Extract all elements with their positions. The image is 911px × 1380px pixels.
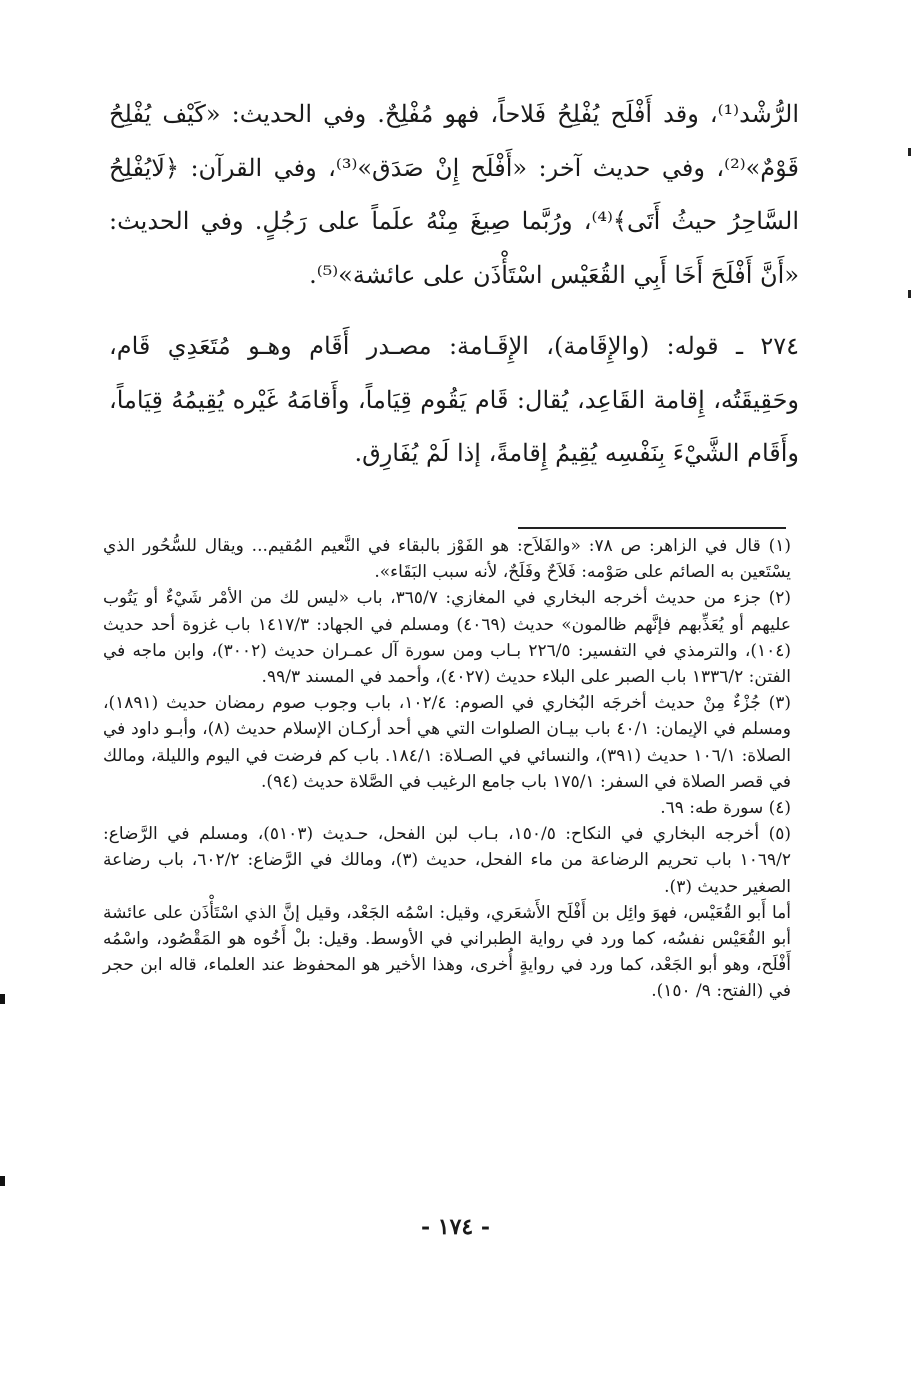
- main-paragraph: الرُّشْد⁽¹⁾، وقد أَفْلَح يُفْلِحُ فَلاحاً، فهو مُفْلِحٌ. وفي الحديث: «كَيْف يُفْلِحُ قَوْمٌ»⁽²⁾، وفي حديث آخر: «أَفْلَح إِنْ صَدَق»⁽³⁾، وفي القرآن: ﴿لَايُفْلِحُ السَّاحِرُ حيثُ أَتَى﴾⁽⁴⁾، ورُبَّما صِيغَ مِنْهُ علَماً على رَجُلٍ. وفي الحديث: «أَنَّ أَفْلَحَ أَخَا أَبِي القُعَيْس اسْتَأْذَن على عائشة»⁽⁵⁾.: [109, 100, 800, 289]
- page-number: - ١٧٤ -: [420, 1214, 491, 1240]
- scan-edge-mark: [0, 1176, 5, 1186]
- main-body-text: [109, 88, 799, 481]
- footnote-divider: [518, 527, 786, 529]
- main-paragraph: ٢٧٤ ـ قوله: (والإِقَامة)، الإِقَـامة: مصـدر أَقَام وهـو مُتَعَدِي قَام، وحَقِيقَتُه، إِقامة القَاعِد، يُقال: قَام يَقُوم قِيَاماً، وأَقامَهُ غَيْره يُقِيمُهُ قِيَاماً، وأَقَام الشَّيْءَ بِنَفْسِه يُقِيمُ إِقامةً، إذا لَمْ يُفَارِق.: [109, 332, 799, 467]
- footnote-4: (٤) سورة طه: ٦٩.: [660, 798, 791, 819]
- footnote-1: (١) قال في الزاهر: ص ٧٨: «والفَلاَح: هو الفَوْز بالبقاء في النَّعيم المُقيم... ويقال للسُّحُور الذي يسْتَعين به الصائم على صَوْمه: فَلاَحٌ وفَلَحٌ، لأنه سبب البَقَاء».: [103, 536, 791, 583]
- footnote-5: (٥) أخرجه البخاري في النكاح: ١٥٠/٥، بـاب لبن الفحل، حـديث (٥١٠٣)، ومسلم في الرَّضاع: ١٠٦٩/٢ باب تحريم الرضاعة من ماء الفحل، حديث (٣)، ومالك في الرَّضاع: ٦٠٢/٢، باب رضاعة الصغير حديث (٣).: [103, 824, 791, 897]
- footnotes-section: [103, 533, 791, 1005]
- footnote-2: (٢) جزء من حديث أخرجه البخاري في المغازي: ٣٦٥/٧، باب «ليس لك من الأمْر شَيْءٌ أو يَتُوب عليهم أو يُعَذِّبهم فإنَّهم ظالمون» حديث (٤٠٦٩) ومسلم في الجهاد: ١٤١٧/٣ باب غزوة أحد حديث (١٠٤)، والترمذي في التفسير: ٢٢٦/٥ بـاب ومن سورة آل عمـران حديث (٣٠٠٢)، وابن ماجه في الفتن: ١٣٣٦/٢ باب الصبر على البلاء حديث (٤٠٢٧)، وأحمد في المسند ٩٩/٣.: [103, 588, 792, 688]
- scan-edge-mark: [0, 994, 5, 1004]
- footnote-5-continuation: أما أَبو القُعَيْس، فهوَ وائِل بن أَفْلَح الأَشعَري، وقيل: اسْمُه الجَعْد، وقيل إنَّ الذي اسْتَأْذَن على عائشة أبو القُعَيْس نفسُه، كما ورد في رواية الطبراني في الأوسط. وقيل: بلْ أَخُوه هو المَقْصُود، واسْمُه أَفْلَح، وهو أبو الجَعْد، كما ورد في روايةٍ أُخرى، وهذا الأخير هو المحفوظ عند العلماء، قاله ابن حجر في (الفتح: ٩/ ١٥٠).: [103, 902, 791, 1002]
- footnote-3: (٣) جُزْءٌ مِنْ حديث أخرجَه البُخاري في الصوم: ١٠٢/٤، باب وجوب صوم رمضان حديث (١٨٩١)، ومسلم في الإيمان: ٤٠/١ باب بيـان الصلوات التي هي أحد أركـان الإسلام حديث (٨)، وأبـو داود في الصلاة: ١٠٦/١ حديث (٣٩١)، والنسائي في الصـلاة: ١٨٤/١. باب كم فرضت في اليوم والليلة، ومالك في قصر الصلاة في السفر: ١٧٥/١ باب جامع الرغيب في الصَّلاة حديث (٩٤).: [103, 693, 792, 792]
